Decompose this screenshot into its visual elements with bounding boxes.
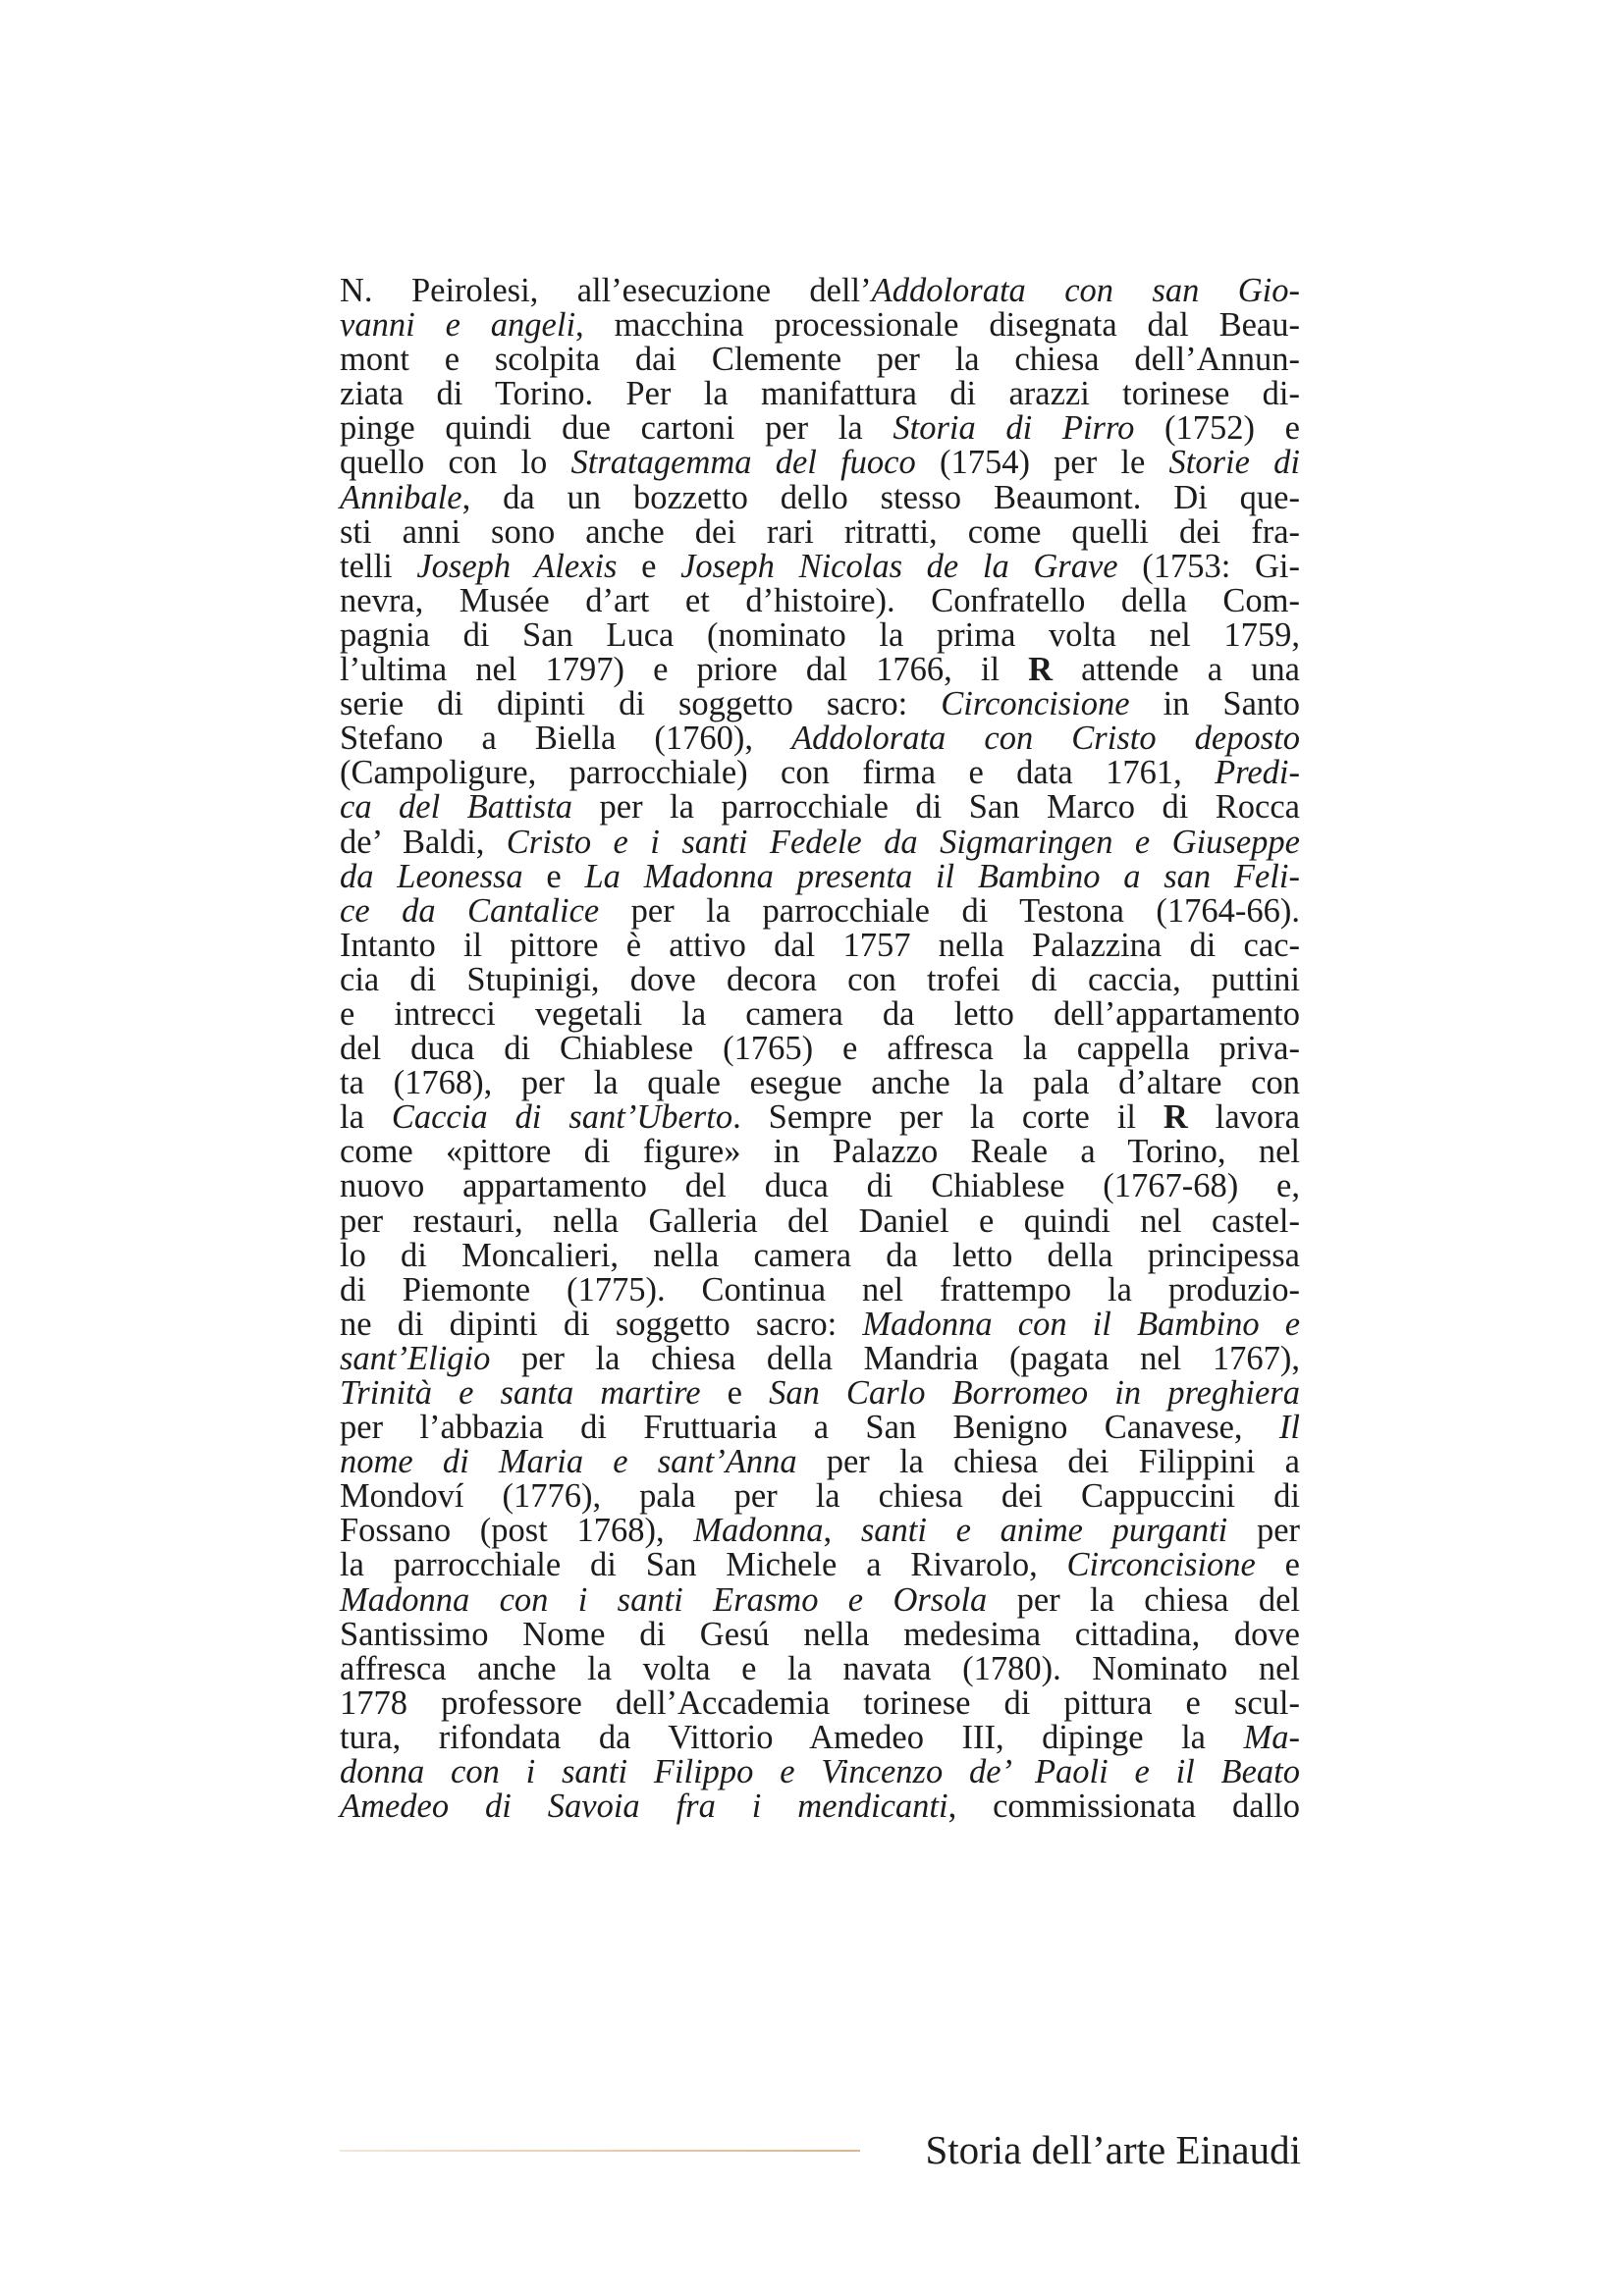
- text-line: [340, 1339, 1300, 1377]
- text-run: e: [700, 1374, 770, 1412]
- text-run: l’ultima nel 1797) e priore dal 1766, il: [340, 651, 1029, 689]
- text-run: Stefano a Biella (1760),: [340, 720, 792, 758]
- text-line: [340, 857, 1300, 895]
- text-line: [340, 308, 1300, 343]
- text-line: [340, 1305, 1301, 1343]
- text-line: [340, 1580, 1300, 1619]
- text-run: Mondoví (1776), pala per la chiesa dei Cappuccini di: [340, 1477, 1300, 1516]
- text-run: ,: [823, 1512, 861, 1550]
- italic-run: Il: [1278, 1409, 1300, 1447]
- text-line: [340, 1100, 1300, 1135]
- text-run: per restauri, nella Galleria del Daniel e quindi nel castel-: [340, 1201, 1300, 1240]
- italic-run: da Leonessa: [340, 857, 523, 895]
- text-run: , macchina processionale disegnata dal Beau-: [575, 306, 1300, 345]
- text-run: (1754) per le: [915, 444, 1169, 482]
- text-run: telli: [340, 547, 417, 585]
- text-line: [340, 547, 1300, 585]
- text-run: e: [522, 857, 585, 895]
- bold-run: R: [1028, 651, 1054, 689]
- text-line: [340, 756, 1300, 790]
- text-run: per la chiesa della Mandria (pagata nel 1767),: [490, 1339, 1300, 1377]
- text-line: [340, 1615, 1300, 1653]
- text-run: pinge quindi due cartoni per la: [340, 409, 893, 448]
- italic-run: Madonna con i santi Erasmo e Orsola: [340, 1580, 988, 1619]
- italic-run: ca del Battista: [340, 788, 573, 827]
- text-run: (Campoligure, parrocchiale) con firma e data 1761,: [340, 754, 1216, 792]
- text-line: [340, 1514, 1300, 1548]
- italic-run: Addolorata con san Gio-: [871, 272, 1300, 309]
- text-run: Santissimo Nome di Gesú nella medesima cittadina, dove: [340, 1615, 1300, 1653]
- text-line: [340, 1376, 1300, 1411]
- text-run: per: [1227, 1512, 1300, 1550]
- text-line: [340, 446, 1300, 480]
- body-text: [340, 274, 1300, 1824]
- text-run: cia di Stupinigi, dove decora con trofei di caccia, puttini: [340, 960, 1300, 998]
- italic-run: Predi-: [1215, 754, 1300, 792]
- text-line: [340, 721, 1300, 756]
- italic-run: Joseph Alexis: [416, 547, 618, 585]
- text-line: [340, 891, 1300, 930]
- text-line: [340, 790, 1300, 825]
- italic-run: ce da Cantalice: [340, 891, 600, 930]
- text-run: per l’abbazia di Fruttuaria a San Benigno Canavese,: [340, 1409, 1279, 1447]
- text-run: , da un bozzetto dello stesso Beaumont. Di que-: [461, 478, 1300, 516]
- text-line: [340, 926, 1300, 964]
- italic-run: Storia di Pirro: [893, 409, 1135, 448]
- text-run: per la chiesa dei Filippini a: [796, 1443, 1300, 1481]
- text-run: sti anni sono anche dei rari ritratti, come quelli dei fra-: [340, 512, 1300, 551]
- italic-run: Ma-: [1243, 1718, 1300, 1756]
- text-run: lo di Moncalieri, nella camera da letto della principessa: [340, 1236, 1300, 1274]
- italic-run: Amedeo di Savoia fra i mendicanti: [340, 1788, 948, 1826]
- footer-title: Storia dell’arte Einaudi: [925, 2127, 1301, 2172]
- text-run: affresca anche la volta e la navata (1780). Nominato nel: [340, 1649, 1300, 1687]
- italic-run: Madonna: [693, 1512, 824, 1550]
- text-line: [340, 1066, 1300, 1100]
- text-run: ne di dipinti di soggetto sacro:: [340, 1305, 863, 1343]
- text-run: . Sempre per la corte il: [732, 1098, 1163, 1137]
- text-run: di Piemonte (1775). Continua nel frattempo la produzio-: [340, 1270, 1300, 1308]
- text-line: [340, 581, 1300, 619]
- text-line: [340, 687, 1300, 721]
- italic-run: santi e anime purganti: [860, 1512, 1228, 1550]
- italic-run: Stratagemma del fuoco: [570, 444, 916, 482]
- text-run: per la chiesa del: [987, 1580, 1300, 1619]
- text-run: Fossano (post 1768),: [340, 1512, 694, 1550]
- text-line: [340, 478, 1300, 516]
- text-line: [340, 823, 1300, 861]
- italic-run: Annibale: [340, 478, 462, 516]
- italic-run: nome di Maria e sant’Anna: [340, 1443, 797, 1481]
- text-run: nuovo appartamento del duca di Chiablese (1767-68) e,: [340, 1167, 1300, 1205]
- text-run: e: [617, 547, 681, 585]
- italic-run: sant’Eligio: [340, 1339, 491, 1377]
- text-line: [340, 1479, 1300, 1514]
- text-line: [340, 615, 1300, 654]
- text-line: [340, 1169, 1300, 1203]
- text-line: [340, 1445, 1300, 1479]
- text-run: e: [1255, 1546, 1300, 1584]
- italic-run: Storie di: [1168, 444, 1300, 482]
- text-line: [340, 1649, 1300, 1687]
- italic-run: Trinità e santa martire: [340, 1374, 701, 1412]
- text-line: [340, 512, 1300, 551]
- bold-run: R: [1163, 1098, 1188, 1137]
- text-run: tura, rifondata da Vittorio Amedeo III, dipinge la: [340, 1718, 1244, 1756]
- text-run: (1752) e: [1134, 409, 1300, 448]
- text-run: la parrocchiale di San Michele a Rivarolo,: [340, 1546, 1067, 1584]
- text-run: in Santo: [1129, 685, 1300, 723]
- italic-run: Caccia di sant’Uberto: [391, 1098, 733, 1137]
- italic-run: vanni e angeli: [340, 306, 576, 345]
- text-run: Intanto il pittore è attivo dal 1757 nella Palazzina di cac-: [340, 926, 1300, 964]
- text-run: N. Peirolesi, all’esecuzione dell’: [340, 272, 872, 309]
- text-line: [340, 1718, 1300, 1756]
- text-run: mont e scolpita dai Clemente per la chiesa dell’Annun-: [340, 341, 1300, 379]
- italic-run: San Carlo Borromeo in preghiera: [769, 1374, 1300, 1412]
- text-line: [340, 1236, 1300, 1274]
- text-run: pagnia di San Luca (nominato la prima volta nel 1759,: [340, 615, 1300, 654]
- text-run: per la parrocchiale di San Marco di Rocca: [572, 788, 1300, 827]
- text-run: la: [340, 1098, 392, 1137]
- text-run: 1778 professore dell’Accademia torinese di pittura e scul-: [340, 1683, 1300, 1722]
- text-line: [340, 411, 1300, 446]
- italic-run: Joseph Nicolas de la Grave: [680, 547, 1118, 585]
- italic-run: Addolorata con Cristo deposto: [791, 720, 1301, 758]
- text-run: serie di dipinti di soggetto sacro:: [340, 685, 942, 723]
- text-run: e intrecci vegetali la camera da letto dell’appartamento: [340, 994, 1300, 1033]
- text-line: [340, 1411, 1300, 1445]
- text-line: [340, 377, 1300, 411]
- text-line: [340, 1683, 1300, 1722]
- italic-run: Cristo e i santi Fedele da Sigmaringen e Giuseppe: [506, 823, 1300, 861]
- text-run: ziata di Torino. Per la manifattura di arazzi torinese di-: [340, 375, 1300, 413]
- text-line: [340, 1548, 1300, 1582]
- text-line: [340, 653, 1300, 687]
- text-run: del duca di Chiablese (1765) e affresca la cappella priva-: [340, 1030, 1300, 1068]
- text-run: de’ Baldi,: [340, 823, 507, 861]
- text-line: [340, 1789, 1300, 1824]
- text-run: , commissionata dallo: [947, 1788, 1300, 1826]
- text-line: [340, 1032, 1300, 1066]
- text-run: per la parrocchiale di Testona (1764-66).: [599, 891, 1300, 930]
- text-line: [340, 343, 1300, 377]
- text-run: attende a una: [1053, 651, 1300, 689]
- footer-rule: [340, 2150, 860, 2152]
- text-line: [340, 994, 1300, 1033]
- italic-run: Circoncisione: [1066, 1546, 1256, 1584]
- text-line: [340, 960, 1300, 998]
- text-line: [340, 274, 1300, 308]
- italic-run: donna con i santi Filippo e Vincenzo de’ Paoli e il Beato: [340, 1753, 1300, 1791]
- text-run: ta (1768), per la quale esegue anche la pala d’altare con: [340, 1064, 1300, 1102]
- text-line: [340, 1270, 1300, 1308]
- text-run: quello con lo: [340, 444, 571, 482]
- text-run: (1753: Gi-: [1117, 547, 1300, 585]
- text-run: nevra, Musée d’art et d’histoire). Confratello della Com-: [340, 581, 1300, 619]
- text-line: [340, 1135, 1300, 1169]
- text-run: lavora: [1187, 1098, 1300, 1137]
- italic-run: Madonna con il Bambino e: [862, 1305, 1301, 1343]
- italic-run: La Madonna presenta il Bambino a san Feli-: [584, 857, 1300, 895]
- italic-run: Circoncisione: [941, 685, 1130, 723]
- text-line: [340, 1755, 1300, 1789]
- text-line: [340, 1201, 1300, 1240]
- text-run: come «pittore di figure» in Palazzo Reale a Torino, nel: [340, 1133, 1300, 1171]
